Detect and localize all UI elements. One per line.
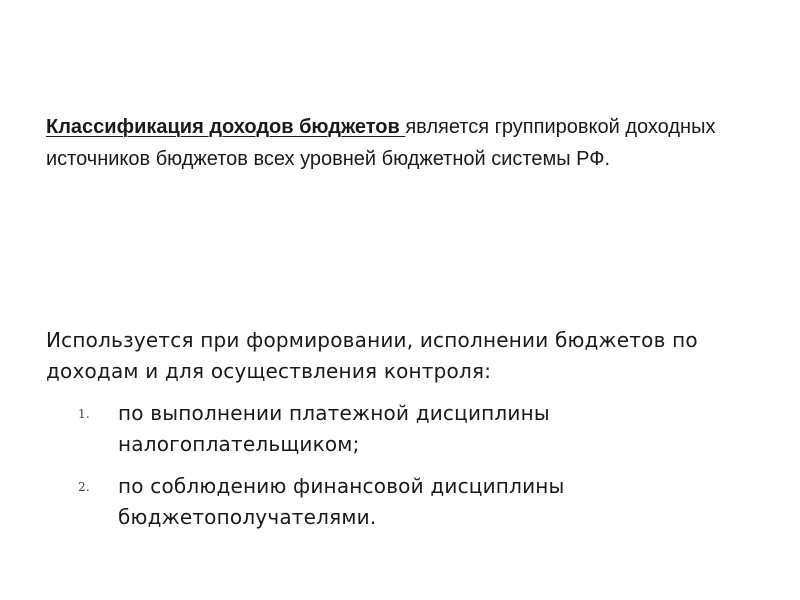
list-item (78, 398, 778, 460)
definition-text: является группировкой доходных источников бюджетов всех уровней бюджетной системы РФ. (46, 116, 716, 170)
list-item (78, 471, 778, 533)
usage-paragraph: Используется при формировании, исполнении бюджетов по доходам и для осуществления контроля: (46, 328, 698, 383)
definition-paragraph (46, 111, 791, 175)
list-item-text: по выполнении платежной дисциплины налогоплательщиком; (118, 401, 550, 456)
list-item-number: 1. (78, 407, 90, 421)
list-item-number: 2. (78, 480, 90, 494)
definition-term: Классификация доходов бюджетов (46, 116, 406, 138)
control-list (78, 398, 778, 544)
list-item-text: по соблюдению финансовой дисциплины бюджетополучателями. (118, 474, 565, 529)
